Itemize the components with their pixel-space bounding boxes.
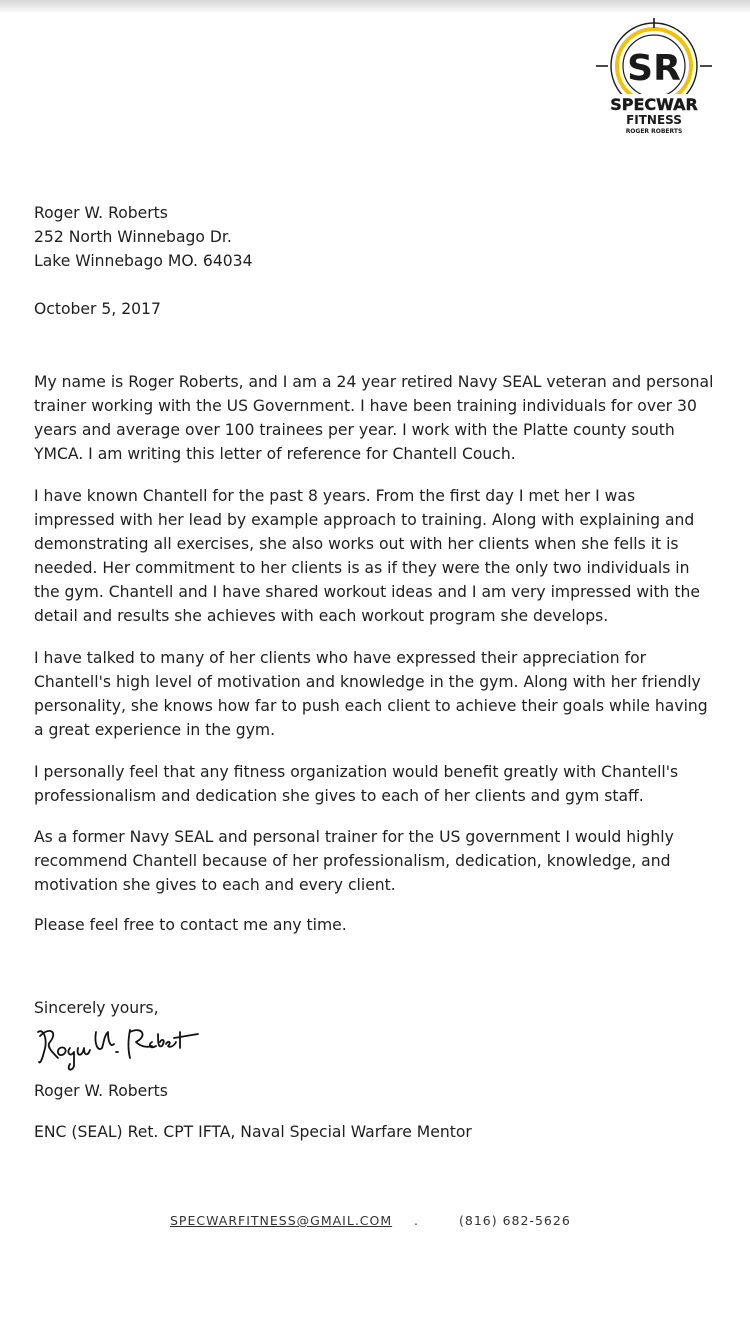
body-paragraph-4: I personally feel that any fitness organization would benefit greatly with Chantell's professionalism and dedication she gives to each of her clients and gym staff. [34,763,679,805]
footer-email-link[interactable]: SPECWARFITNESS@GMAIL.COM [170,1213,393,1228]
top-shadow [0,0,750,14]
closing-salutation: Sincerely yours, [34,999,159,1017]
body-paragraph-2: I have known Chantell for the past 8 years. From the first day I met her I was impressed with her lead by example approach to training. Along with explaining and demonstrating all exercises, she also works out with her clients when she fells it is needed. Her commitment to her clients is as if they were the only two individuals in the gym. Chantell and I have shared workout ideas and I am very impressed with the detail and results she achieves with each workout program she develops. [34,487,700,625]
logo-initials: SR [627,48,681,89]
footer-phone: (816) 682-5626 [459,1213,571,1228]
logo-roger-roberts: ROGER ROBERTS [625,128,683,135]
logo-fitness: FITNESS [626,113,682,127]
handwritten-signature [30,1018,200,1078]
body-paragraph-5: As a former Navy SEAL and personal trainer for the US government I would highly recommend Chantell because of her professionalism, dedication, knowledge, and motivation she gives to each and every client. [34,828,674,894]
logo-specwar: SPECWAR [610,95,698,114]
body-paragraph-1: My name is Roger Roberts, and I am a 24 year retired Navy SEAL veteran and personal trainer working with the US Government. I have been training individuals for over 30 years and average over 100 trainees per year. I work with the Platte county south YMCA. I am writing this letter of reference for Chantell Couch. [34,373,714,463]
footer-separator: . [414,1213,419,1228]
sender-address: Roger W. Roberts 252 North Winnebago Dr. Lake Winnebago MO. 64034 [34,204,253,270]
body-paragraph-3: I have talked to many of her clients who have expressed their appreciation for Chantell's high level of motivation and knowledge in the gym. Along with her friendly personality, she knows how far to push each client to achieve their goals while having a great experience in the gym. [34,649,708,739]
specwar-fitness-logo [592,16,716,140]
signer-title: ENC (SEAL) Ret. CPT IFTA, Naval Special Warfare Mentor [34,1123,472,1141]
signer-name: Roger W. Roberts [34,1082,168,1100]
body-paragraph-6: Please feel free to contact me any time. [34,916,347,934]
letter-date: October 5, 2017 [34,300,161,318]
